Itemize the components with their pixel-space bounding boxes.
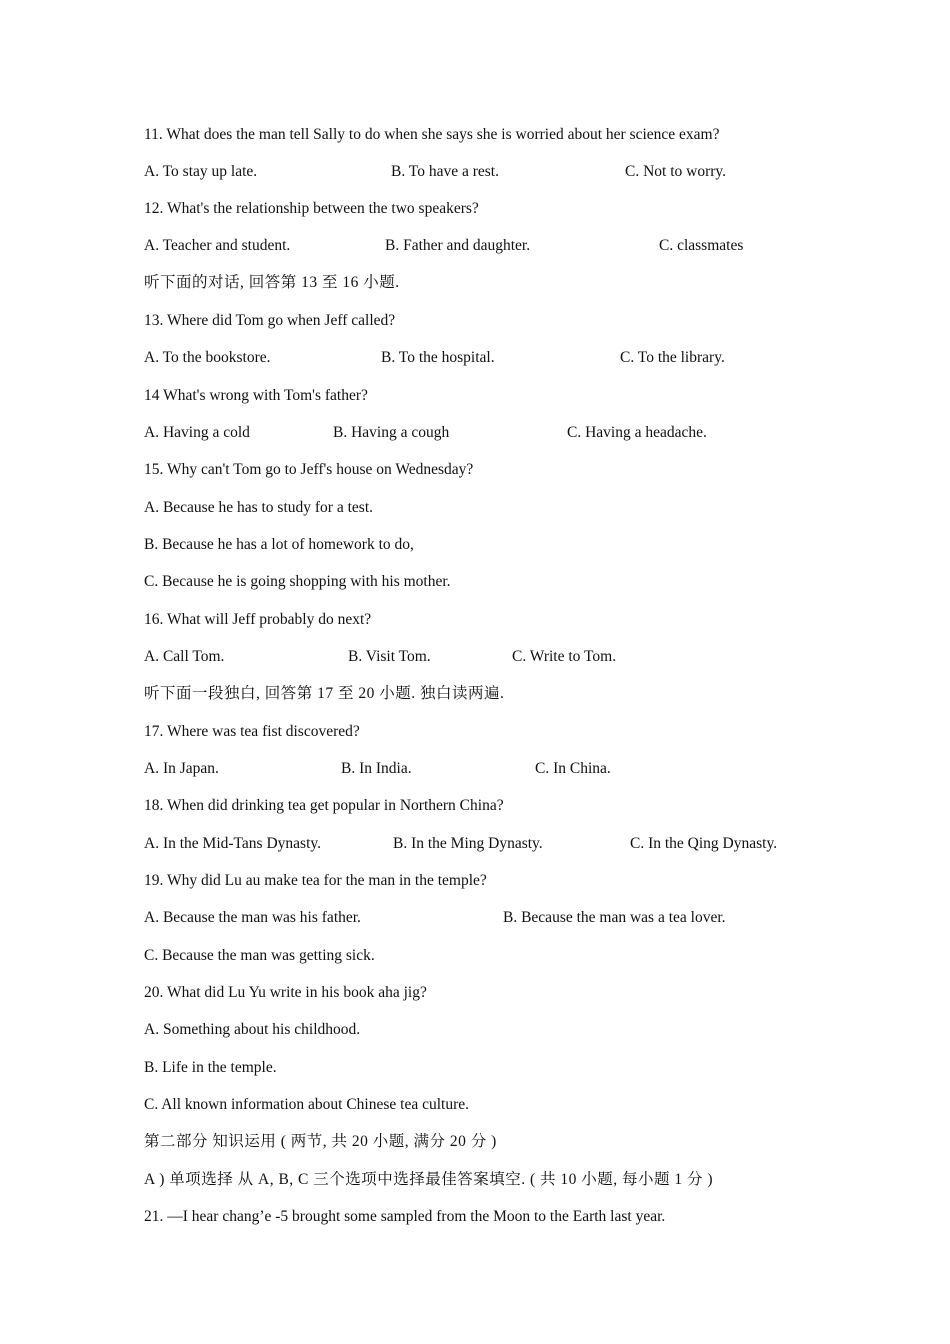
option-c: C. Having a headache. bbox=[567, 424, 707, 441]
question-19-option-c bbox=[0, 945, 950, 967]
question-text: 13. Where did Tom go when Jeff called? bbox=[144, 312, 396, 329]
question-text: 11. What does the man tell Sally to do when she says she is worried about her science exam? bbox=[144, 126, 720, 143]
question-text: 18. When did drinking tea get popular in Northern China? bbox=[144, 797, 504, 814]
question-19 bbox=[0, 870, 950, 892]
question-13-options bbox=[0, 347, 950, 369]
option-c: C. In the Qing Dynasty. bbox=[630, 835, 778, 852]
question-14 bbox=[0, 385, 950, 407]
question-20-option-b bbox=[0, 1057, 950, 1079]
question-20-option-c bbox=[0, 1094, 950, 1116]
question-text: 15. Why can't Tom go to Jeff's house on Wednesday? bbox=[144, 461, 474, 478]
option-a: A. Because he has to study for a test. bbox=[144, 499, 373, 516]
question-14-options bbox=[0, 422, 950, 444]
option-b: B. To the hospital. bbox=[381, 349, 495, 366]
option-a: A. In Japan. bbox=[144, 760, 219, 777]
option-b: B. Life in the temple. bbox=[144, 1059, 277, 1076]
question-17 bbox=[0, 721, 950, 743]
question-text: 14 What's wrong with Tom's father? bbox=[144, 387, 368, 404]
question-16-options bbox=[0, 646, 950, 668]
question-text: 19. Why did Lu au make tea for the man in the temple? bbox=[144, 872, 487, 889]
question-16 bbox=[0, 609, 950, 631]
question-text: 21. —I hear chang’e -5 brought some sampled from the Moon to the Earth last year. bbox=[144, 1208, 666, 1225]
part-heading bbox=[0, 1131, 950, 1153]
option-b: B. Visit Tom. bbox=[348, 648, 431, 665]
section-instruction bbox=[0, 683, 950, 705]
option-b: B. Because he has a lot of homework to do, bbox=[144, 536, 414, 553]
option-c: C. In China. bbox=[535, 760, 611, 777]
question-15-option-c bbox=[0, 571, 950, 593]
option-c: C. All known information about Chinese tea culture. bbox=[144, 1096, 470, 1113]
option-c: C. To the library. bbox=[620, 349, 725, 366]
option-a: A. Having a cold bbox=[144, 424, 250, 441]
question-text: 20. What did Lu Yu write in his book aha jig? bbox=[144, 984, 427, 1001]
instruction-text: A ) 单项选择 从 A, B, C 三个选项中选择最佳答案填空. ( 共 10 小题, 每小题 1 分 ) bbox=[144, 1171, 714, 1188]
question-18-options bbox=[0, 833, 950, 855]
question-15 bbox=[0, 459, 950, 481]
section-instruction bbox=[0, 1169, 950, 1191]
question-17-options bbox=[0, 758, 950, 780]
question-20-option-a bbox=[0, 1019, 950, 1041]
question-text: 17. Where was tea fist discovered? bbox=[144, 723, 360, 740]
option-b: B. Having a cough bbox=[333, 424, 450, 441]
option-b: B. Father and daughter. bbox=[385, 237, 531, 254]
instruction-text: 听下面的对话, 回答第 13 至 16 小题. bbox=[144, 274, 400, 291]
option-c: C. Because he is going shopping with his mother. bbox=[144, 573, 451, 590]
option-a: A. Because the man was his father. bbox=[144, 909, 361, 926]
option-c: C. Write to Tom. bbox=[512, 648, 617, 665]
question-19-options bbox=[0, 907, 950, 929]
option-b: B. In India. bbox=[341, 760, 412, 777]
option-a: A. To stay up late. bbox=[144, 163, 258, 180]
section-instruction bbox=[0, 272, 950, 294]
question-text: 16. What will Jeff probably do next? bbox=[144, 611, 372, 628]
question-18 bbox=[0, 795, 950, 817]
option-b: B. Because the man was a tea lover. bbox=[503, 909, 726, 926]
option-a: A. Something about his childhood. bbox=[144, 1021, 361, 1038]
option-b: B. In the Ming Dynasty. bbox=[393, 835, 543, 852]
option-a: A. In the Mid-Tans Dynasty. bbox=[144, 835, 321, 852]
option-c: C. Not to worry. bbox=[625, 163, 727, 180]
question-13 bbox=[0, 310, 950, 332]
question-12-options bbox=[0, 235, 950, 257]
question-21 bbox=[0, 1206, 950, 1228]
option-a: A. Teacher and student. bbox=[144, 237, 291, 254]
option-a: A. Call Tom. bbox=[144, 648, 225, 665]
instruction-text: 听下面一段独白, 回答第 17 至 20 小题. 独白读两遍. bbox=[144, 685, 505, 702]
question-15-option-a bbox=[0, 497, 950, 519]
option-a: A. To the bookstore. bbox=[144, 349, 271, 366]
question-text: 12. What's the relationship between the two speakers? bbox=[144, 200, 479, 217]
question-11-options bbox=[0, 161, 950, 183]
part-heading-text: 第二部分 知识运用 ( 两节, 共 20 小题, 满分 20 分 ) bbox=[144, 1133, 497, 1150]
question-15-option-b bbox=[0, 534, 950, 556]
question-20 bbox=[0, 982, 950, 1004]
question-12 bbox=[0, 198, 950, 220]
option-b: B. To have a rest. bbox=[391, 163, 499, 180]
question-11 bbox=[0, 124, 950, 146]
option-c: C. classmates bbox=[659, 237, 744, 254]
option-c: C. Because the man was getting sick. bbox=[144, 947, 375, 964]
